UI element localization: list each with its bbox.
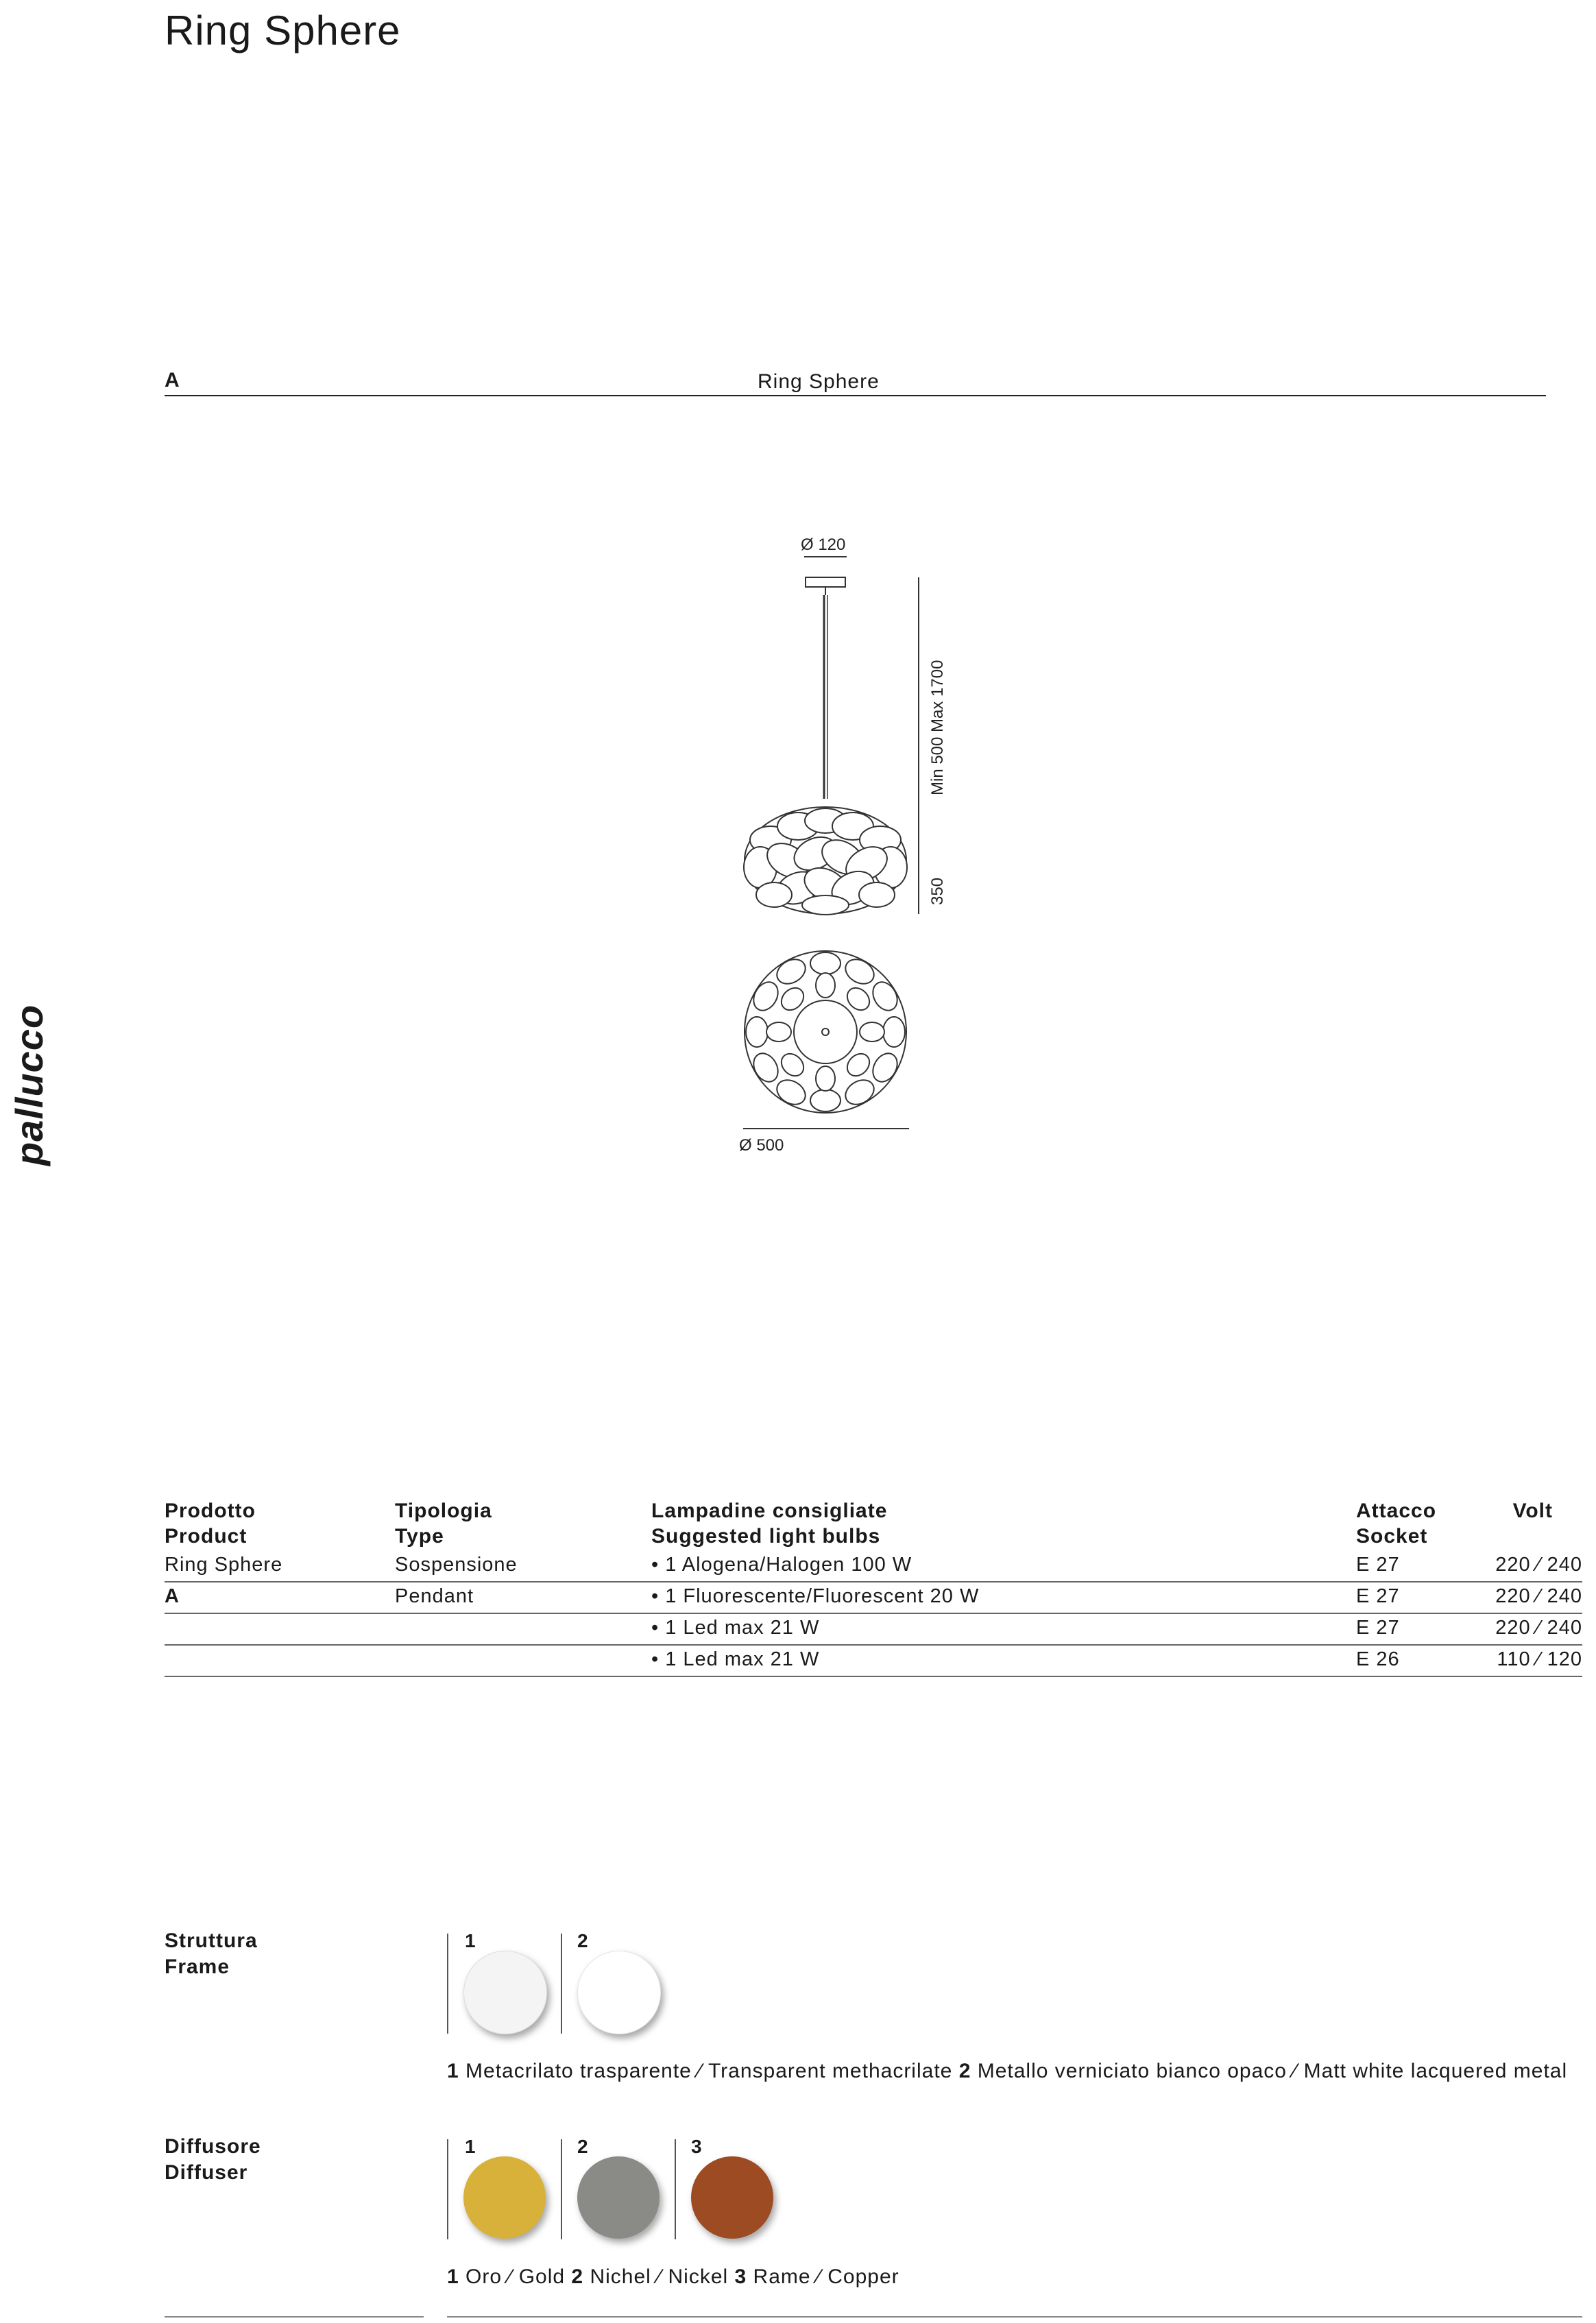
cell-socket: E 27 [1356, 1585, 1400, 1607]
cell-volt: 220 ⁄ 240 [1495, 1554, 1582, 1576]
swatch-divider [447, 2139, 448, 2239]
swatch-number: 3 [691, 2136, 702, 2157]
cell-socket: E 27 [1356, 1554, 1400, 1576]
swatch-number: 2 [577, 1930, 588, 1951]
page-title: Ring Sphere [165, 8, 401, 53]
row-divider [165, 1644, 1582, 1646]
section-name: Ring Sphere [758, 370, 880, 393]
diffuser-swatch-nickel[interactable] [577, 2156, 660, 2239]
cell-volt: 220 ⁄ 240 [1495, 1585, 1582, 1607]
length-dimension: Min 500 Max 1700 [928, 660, 947, 795]
cell-bulb: • 1 Led max 21 W [651, 1617, 820, 1639]
row-divider [165, 1613, 1582, 1614]
section-divider [165, 395, 1546, 396]
footer-rule-right [447, 2316, 1582, 2318]
diffuser-swatch-gold[interactable] [463, 2156, 546, 2239]
cell-bulb: • 1 Alogena/Halogen 100 W [651, 1554, 912, 1576]
lamp-top-view [745, 951, 906, 1113]
header-volt: Volt [1512, 1500, 1553, 1522]
header-product: Prodotto Product [165, 1500, 256, 1548]
lamp-side-view [744, 807, 907, 915]
diffuser-caption: 1 Oro ⁄ Gold 2 Nichel ⁄ Nickel 3 Rame ⁄ Copper [447, 2265, 899, 2288]
frame-label: Struttura Frame [165, 1929, 258, 1978]
cell-socket: E 27 [1356, 1617, 1400, 1639]
cell-bulb: • 1 Led max 21 W [651, 1648, 820, 1670]
swatch-number: 2 [577, 2136, 588, 2157]
frame-swatch-transparent[interactable] [463, 1951, 547, 2034]
footer-rule-left [165, 2316, 424, 2318]
cell-type: Sospensione [395, 1554, 518, 1576]
cell-type: Pendant [395, 1585, 474, 1607]
row-divider [165, 1676, 1582, 1677]
technical-drawing [713, 521, 987, 1179]
cell-product: A [165, 1585, 180, 1607]
cell-volt: 110 ⁄ 120 [1497, 1648, 1582, 1670]
cell-bulb: • 1 Fluorescente/Fluorescent 20 W [651, 1585, 980, 1607]
canopy [806, 577, 845, 587]
header-socket: Attacco Socket [1356, 1500, 1437, 1548]
swatch-divider [447, 1934, 448, 2034]
swatch-divider [561, 1934, 562, 2034]
cell-socket: E 26 [1356, 1648, 1400, 1670]
diffuser-swatch-copper[interactable] [691, 2156, 773, 2239]
section-label: A [165, 369, 180, 392]
cell-volt: 220 ⁄ 240 [1495, 1617, 1582, 1639]
height-dimension: 350 [928, 877, 947, 905]
diffuser-label: Diffusore Diffuser [165, 2135, 261, 2184]
frame-caption: 1 Metacrilato trasparente ⁄ Transparent methacrilate 2 Metallo verniciato bianco opaco ⁄ Matt white lacquered metal [447, 2060, 1568, 2082]
cell-product: Ring Sphere [165, 1554, 283, 1576]
header-type: Tipologia Type [395, 1500, 492, 1548]
diameter-dimension: Ø 500 [739, 1136, 784, 1155]
swatch-divider [561, 2139, 562, 2239]
canopy-dimension: Ø 120 [801, 535, 846, 554]
frame-swatch-white[interactable] [577, 1951, 661, 2034]
header-bulbs: Lampadine consigliate Suggested light bulbs [651, 1500, 888, 1548]
swatch-number: 1 [465, 2136, 476, 2157]
brand-logo: pallucco [8, 1004, 51, 1166]
swatch-divider [675, 2139, 676, 2239]
row-divider [165, 1581, 1582, 1582]
swatch-number: 1 [465, 1930, 476, 1951]
